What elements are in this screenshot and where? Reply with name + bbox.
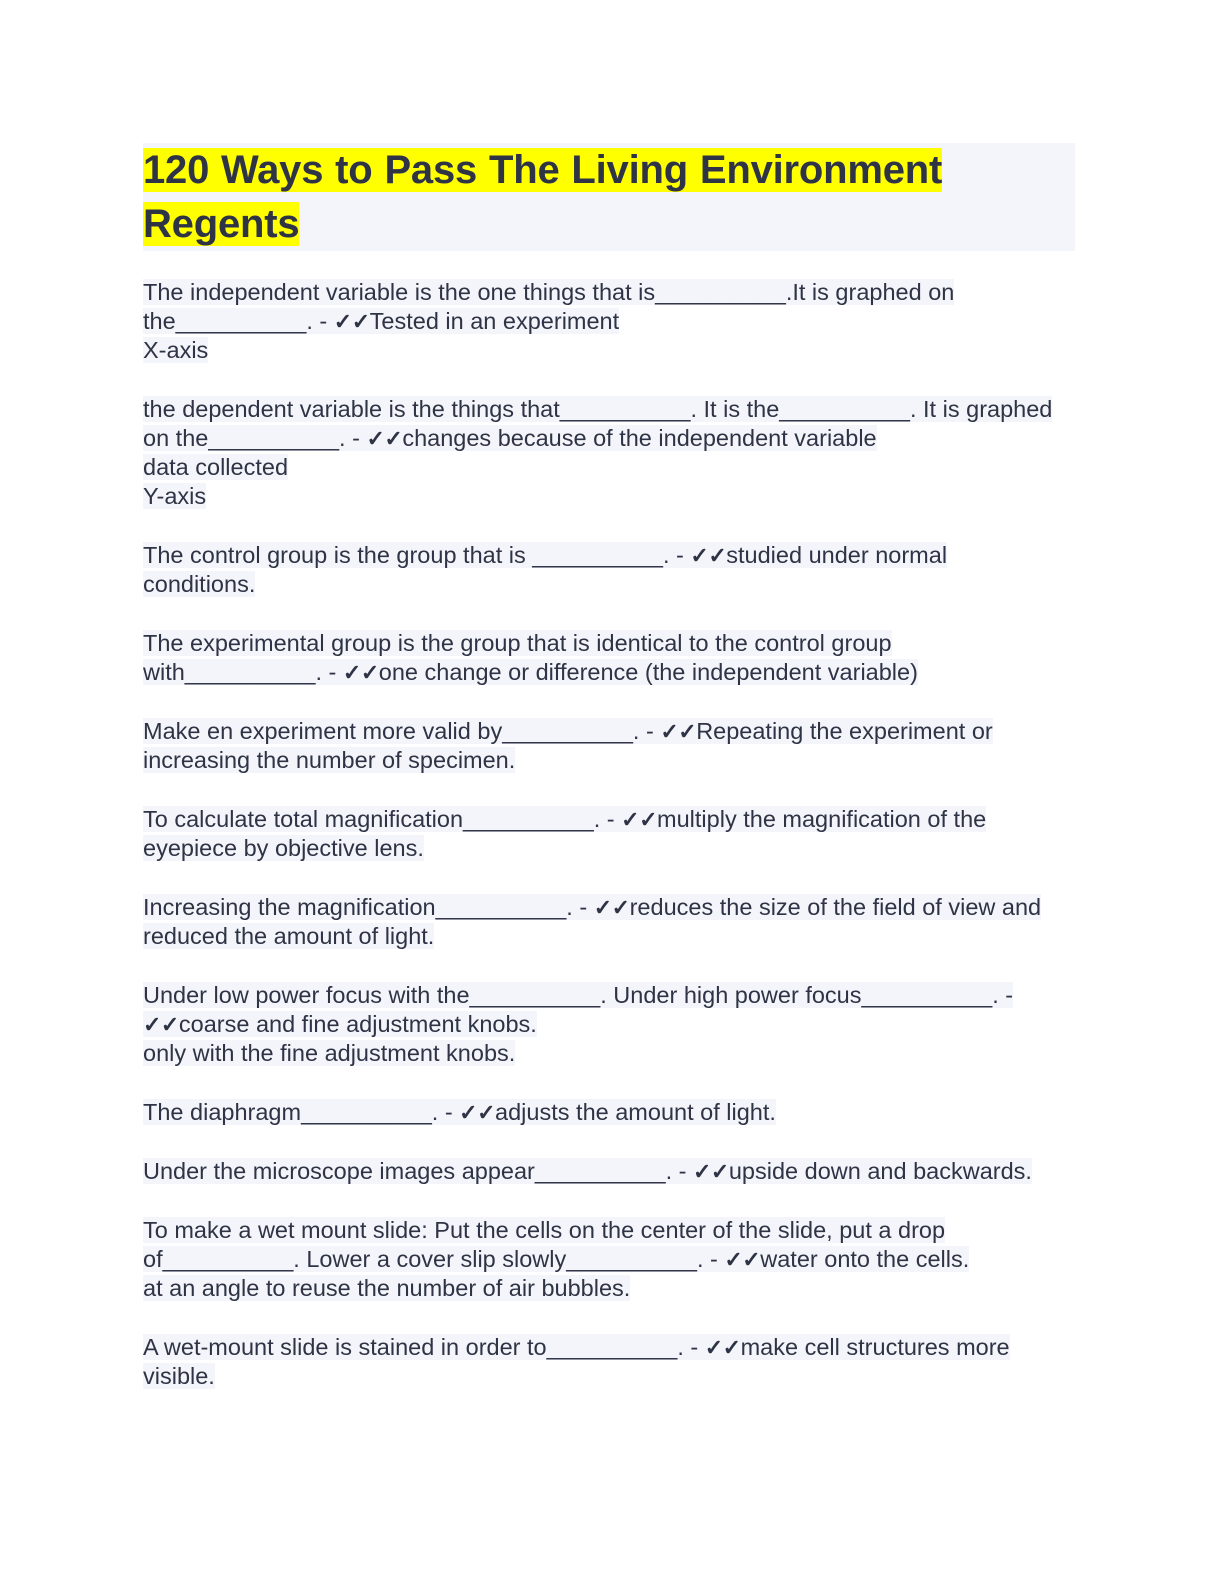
double-check-icon: ✓✓ bbox=[704, 1335, 741, 1360]
paragraph-line: the__________. - ✓✓Tested in an experiment bbox=[143, 308, 620, 334]
paragraph-line: To calculate total magnification__________. - ✓✓multiply the magnification of the bbox=[143, 806, 987, 832]
paragraph-line: increasing the number of specimen. bbox=[143, 747, 516, 773]
paragraph-line: eyepiece by objective lens. bbox=[143, 835, 424, 861]
paragraph-line: A wet-mount slide is stained in order to__________. - ✓✓make cell structures more bbox=[143, 1334, 1010, 1360]
paragraph-independent-variable bbox=[143, 278, 1073, 365]
double-check-icon: ✓✓ bbox=[342, 660, 379, 685]
paragraph-total-magnification bbox=[143, 805, 1073, 863]
paragraph-experiment-validity bbox=[143, 717, 1073, 775]
paragraph-line: Make en experiment more valid by__________. - ✓✓Repeating the experiment or bbox=[143, 718, 993, 744]
paragraph-line: Increasing the magnification__________. - ✓✓reduces the size of the field of view and bbox=[143, 894, 1042, 920]
paragraph-line: reduced the amount of light. bbox=[143, 923, 435, 949]
paragraph-line: the dependent variable is the things that__________. It is the__________. It is graphed bbox=[143, 396, 1053, 422]
paragraph-wet-mount-slide bbox=[143, 1216, 1073, 1303]
paragraph-line: visible. bbox=[143, 1363, 215, 1389]
paragraph-line: The control group is the group that is __________. - ✓✓studied under normal bbox=[143, 542, 948, 568]
double-check-icon: ✓✓ bbox=[143, 1012, 179, 1037]
double-check-icon: ✓✓ bbox=[621, 807, 658, 832]
paragraph-line: To make a wet mount slide: Put the cells on the center of the slide, put a drop bbox=[143, 1217, 946, 1243]
paragraph-line: The experimental group is the group that is identical to the control group bbox=[143, 630, 892, 656]
paragraph-line: with__________. - ✓✓one change or difference (the independent variable) bbox=[143, 659, 918, 685]
double-check-icon: ✓✓ bbox=[333, 309, 370, 334]
double-check-icon: ✓✓ bbox=[724, 1247, 761, 1272]
document-body bbox=[143, 278, 1073, 1391]
paragraph-line: Under low power focus with the__________. Under high power focus__________. - bbox=[143, 982, 1014, 1008]
paragraph-line: data collected bbox=[143, 454, 289, 480]
paragraph-line: The independent variable is the one things that is__________.It is graphed on bbox=[143, 279, 955, 305]
double-check-icon: ✓✓ bbox=[459, 1100, 496, 1125]
paragraph-microscope-image-orientation bbox=[143, 1157, 1073, 1186]
paragraph-staining bbox=[143, 1333, 1073, 1391]
paragraph-line: X-axis bbox=[143, 337, 209, 363]
page-title bbox=[143, 143, 1075, 251]
paragraph-line: ✓✓coarse and fine adjustment knobs. bbox=[143, 1011, 537, 1037]
paragraph-line: Under the microscope images appear__________. - ✓✓upside down and backwards. bbox=[143, 1158, 1032, 1184]
double-check-icon: ✓✓ bbox=[690, 543, 727, 568]
paragraph-line: Y-axis bbox=[143, 483, 207, 509]
paragraph-control-group bbox=[143, 541, 1073, 599]
double-check-icon: ✓✓ bbox=[593, 895, 630, 920]
paragraph-line: only with the fine adjustment knobs. bbox=[143, 1040, 516, 1066]
paragraph-line: on the__________. - ✓✓changes because of the independent variable bbox=[143, 425, 877, 451]
page-title-text: 120 Ways to Pass The Living Environment Regents bbox=[143, 148, 943, 246]
paragraph-line: conditions. bbox=[143, 571, 256, 597]
double-check-icon: ✓✓ bbox=[366, 426, 403, 451]
double-check-icon: ✓✓ bbox=[692, 1159, 729, 1184]
paragraph-increasing-magnification bbox=[143, 893, 1073, 951]
paragraph-dependent-variable bbox=[143, 395, 1073, 511]
paragraph-focus-knobs bbox=[143, 981, 1073, 1068]
title-block bbox=[143, 143, 1075, 251]
paragraph-diaphragm bbox=[143, 1098, 1073, 1127]
paragraph-experimental-group bbox=[143, 629, 1073, 687]
paragraph-line: at an angle to reuse the number of air bubbles. bbox=[143, 1275, 631, 1301]
paragraph-line: of__________. Lower a cover slip slowly__________. - ✓✓water onto the cells. bbox=[143, 1246, 970, 1272]
double-check-icon: ✓✓ bbox=[660, 719, 697, 744]
paragraph-line: The diaphragm__________. - ✓✓adjusts the amount of light. bbox=[143, 1099, 776, 1125]
